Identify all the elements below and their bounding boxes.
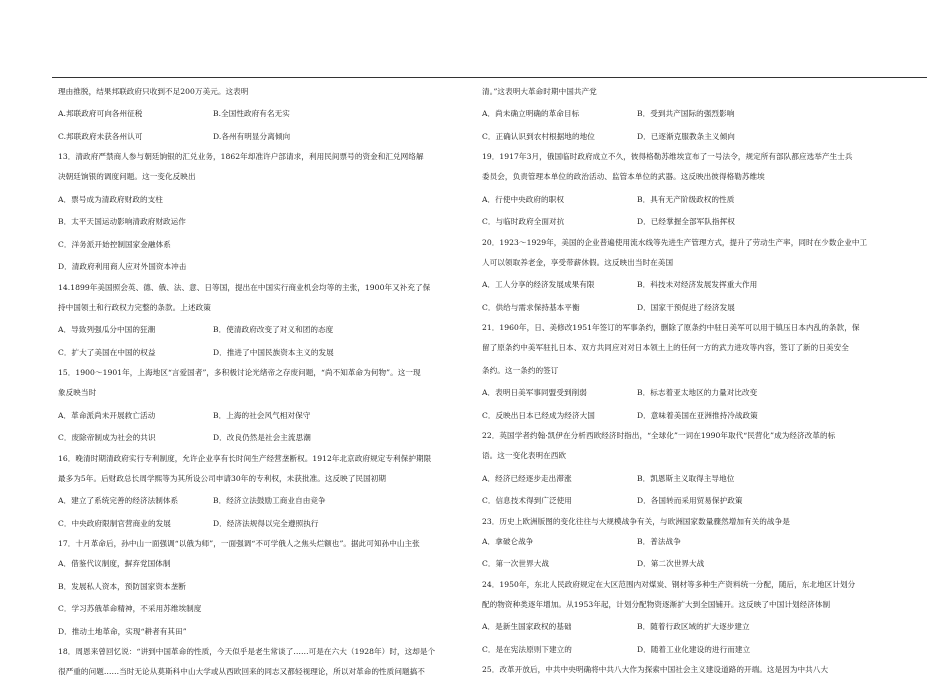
option-row bbox=[58, 125, 476, 148]
option-row bbox=[482, 125, 900, 148]
text-line: 留了原条约中美军驻扎日本、双方共同应对对日本领土上的任何一方的武力进攻等内容，签订了新的日美安全 bbox=[482, 337, 900, 360]
option-text: D．各国转而采用贸易保护政策 bbox=[637, 495, 743, 506]
option-text: A．行使中央政府的职权 bbox=[482, 194, 637, 205]
option-text: B．经济立法鼓励工商业自由竞争 bbox=[213, 495, 326, 506]
option-text: B.全国性政府有名无实 bbox=[213, 108, 290, 119]
option-text: A．工人分享的经济发展成果有限 bbox=[482, 279, 637, 290]
header-rule bbox=[52, 77, 927, 78]
option-text: A．经济已经逐步走出滞涨 bbox=[482, 473, 637, 484]
option-row bbox=[482, 382, 900, 405]
text-line: A．票号成为清政府财政的支柱 bbox=[58, 188, 476, 211]
text-line: 象反映当时 bbox=[58, 382, 476, 405]
option-text: A．是新生国家政权的基础 bbox=[482, 621, 637, 632]
option-text: B．普法战争 bbox=[637, 536, 681, 547]
text-line: 条约。这一条约的签订 bbox=[482, 359, 900, 382]
text-line: D．推动土地革命，实现“耕者有其田” bbox=[58, 620, 476, 643]
question-stem: 21．1960年，日、美修改1951年签订的军事条约，删除了原条约中驻日美军可以用于镇压日本内乱的条款，保 bbox=[482, 319, 900, 337]
option-row bbox=[482, 467, 900, 490]
option-text: D.各州有明显分离倾向 bbox=[213, 131, 290, 142]
option-text: C．扩大了美国在中国的权益 bbox=[58, 347, 213, 358]
option-row bbox=[482, 296, 900, 319]
option-row bbox=[482, 530, 900, 553]
question-stem: 17．十月革命后，孙中山一面强调“以俄为师”，一面强调“不可学俄人之焦头烂额也”。据此可知孙中山主张 bbox=[58, 535, 476, 553]
option-row bbox=[58, 512, 476, 535]
text-line: B．太平天国运动影响清政府财政运作 bbox=[58, 211, 476, 234]
question-stem: 16．晚清时期清政府实行专利制度，允许企业享有长时间生产经营垄断权。1912年北京政府规定专利保护期限 bbox=[58, 449, 476, 467]
option-row bbox=[482, 616, 900, 639]
option-text: A.邦联政府可向各州征税 bbox=[58, 108, 213, 119]
text-line: 理由推脱，结果邦联政府只收到不足200万美元。这表明 bbox=[58, 80, 476, 103]
option-text: D．随着工业化建设的进行而建立 bbox=[637, 644, 750, 655]
option-text: A．革命派尚未开展救亡活动 bbox=[58, 410, 213, 421]
text-line: 委员会，负责管理本单位的政治活动、监管本单位的武器。这反映出彼得格勒苏维埃 bbox=[482, 166, 900, 189]
option-text: A．建立了系统完善的经济法制体系 bbox=[58, 495, 213, 506]
option-text: B．凯恩斯主义取得主导地位 bbox=[637, 473, 734, 484]
right-column bbox=[482, 80, 900, 679]
text-line: 持中国领土和行政权力完整的条款。上述政策 bbox=[58, 296, 476, 319]
option-text: D．已逐渐克服教条主义倾向 bbox=[637, 131, 735, 142]
option-text: D．第二次世界大战 bbox=[637, 558, 704, 569]
text-line: 配的物资种类逐年增加。从1953年起，计划分配物资逐渐扩大到全国铺开。这反映了中国计划经济体制 bbox=[482, 593, 900, 616]
option-row bbox=[482, 404, 900, 427]
option-row bbox=[58, 319, 476, 342]
option-text: B．随着行政区域的扩大逐步建立 bbox=[637, 621, 750, 632]
option-text: D．国家干预促进了经济发展 bbox=[637, 302, 735, 313]
option-row bbox=[482, 211, 900, 234]
option-row bbox=[482, 103, 900, 126]
option-row bbox=[58, 427, 476, 450]
option-row bbox=[482, 490, 900, 513]
option-text: C．反映出日本已经成为经济大国 bbox=[482, 410, 637, 421]
option-text: B．具有无产阶级政权的性质 bbox=[637, 194, 734, 205]
question-stem: 20．1923～1929年，美国的企业普遍使用流水线等先进生产管理方式，提升了劳动生产率，同时在少数企业中工 bbox=[482, 233, 900, 251]
text-line: C．洋务派开始控制国家金融体系 bbox=[58, 233, 476, 256]
option-text: B．上海的社会风气相对保守 bbox=[213, 410, 310, 421]
question-stem: 23．历史上欧洲版图的变化往往与大规模战争有关，与欧洲国家数量骤然增加有关的战争是 bbox=[482, 512, 900, 530]
option-row bbox=[58, 404, 476, 427]
option-text: A．表明日美军事同盟受到削弱 bbox=[482, 387, 637, 398]
text-line: 很严重的问题……当时无论从莫斯科中山大学或从西欧回来的同志又都轻视理论，所以对革命的性质问题搞不 bbox=[58, 661, 476, 683]
text-line: 决朝廷饷银的调度问题。这一变化反映出 bbox=[58, 166, 476, 189]
option-text: B．科技未对经济发展发挥重大作用 bbox=[637, 279, 757, 290]
option-row bbox=[482, 638, 900, 661]
question-stem: 15．1900～1901年，上海地区“言爱国者”，多积极讨论光绪帝之存废问题，“尚不知革命为何物”。这一现 bbox=[58, 364, 476, 382]
question-stem: 24．1950年，东北人民政府规定在大区范围内对煤炭、钢材等多种生产资料统一分配，随后，东北地区计划分 bbox=[482, 575, 900, 593]
option-row bbox=[58, 103, 476, 126]
question-stem: 18．周恩来曾回忆说：“讲到中国革命的性质，今天似乎是老生常谈了……可是在六大（1928年）时，这却是个 bbox=[58, 643, 476, 661]
option-text: D．已经掌握全部军队指挥权 bbox=[637, 216, 735, 227]
text-line: 人可以领取养老金，享受带薪休假。这反映出当时在美国 bbox=[482, 251, 900, 274]
text-line: D．清政府利用商人应对外国资本冲击 bbox=[58, 256, 476, 279]
text-line: 语。这一变化表明在西欧 bbox=[482, 445, 900, 468]
option-text: C.邦联政府未获各州认可 bbox=[58, 131, 213, 142]
text-line: 清。”这表明大革命时期中国共产党 bbox=[482, 80, 900, 103]
option-text: D．意味着美国在亚洲推持冷战政策 bbox=[637, 410, 758, 421]
text-line: B．发展私人资本，预防国家资本垄断 bbox=[58, 575, 476, 598]
option-text: C．供给与需求保持基本平衡 bbox=[482, 302, 637, 313]
text-line: C．学习苏俄革命精神，不采用苏维埃制度 bbox=[58, 598, 476, 621]
option-text: C．信息技术得到广泛使用 bbox=[482, 495, 637, 506]
option-text: A．尚未确立明确的革命目标 bbox=[482, 108, 637, 119]
left-column bbox=[58, 80, 476, 683]
option-text: C．废除帝制成为社会的共识 bbox=[58, 432, 213, 443]
option-row bbox=[482, 188, 900, 211]
option-text: A．导致列强瓜分中国的狂潮 bbox=[58, 324, 213, 335]
option-text: B．受到共产国际的强烈影响 bbox=[637, 108, 734, 119]
option-row bbox=[482, 274, 900, 297]
option-text: A．拿破仑战争 bbox=[482, 536, 637, 547]
question-stem: 14.1899年美国照会英、德、俄、法、意、日等国，提出在中国实行商业机会均等的主张，1900年又补充了保 bbox=[58, 278, 476, 296]
option-text: C．第一次世界大战 bbox=[482, 558, 637, 569]
question-stem: 13．清政府严禁商人参与朝廷饷银的汇兑业务，1862年却准许户部请求，利用民间票号的资金和汇兑网络解 bbox=[58, 148, 476, 166]
question-stem: 22．英国学者约翰·凯伊在分析西欧经济时指出，“全球化”一词在1990年取代“民营化”成为经济改革的标 bbox=[482, 427, 900, 445]
option-text: B．标志着亚太地区的力量对比改变 bbox=[637, 387, 757, 398]
option-row bbox=[482, 553, 900, 576]
option-text: D．推进了中国民族资本主义的发展 bbox=[213, 347, 334, 358]
option-text: B．使清政府改变了对义和团的态度 bbox=[213, 324, 333, 335]
option-text: C．正确认识到农村根据地的地位 bbox=[482, 131, 637, 142]
option-row bbox=[58, 490, 476, 513]
text-line: A．借鉴代议制度，摒弃党国体制 bbox=[58, 553, 476, 576]
option-text: D．经济法规得以完全遵照执行 bbox=[213, 518, 319, 529]
text-line: 最多为5年。后财政总长周学熙等为其所设公司申请30年的专利权，未获批准。这反映了民国初期 bbox=[58, 467, 476, 490]
option-text: C．与临时政府全面对抗 bbox=[482, 216, 637, 227]
question-stem: 25．改革开放后，中共中央明确将中共八大作为探索中国社会主义建设道路的开端。这是因为中共八大 bbox=[482, 661, 900, 679]
option-text: C．中央政府限制官营商业的发展 bbox=[58, 518, 213, 529]
option-text: D．改良仍然是社会主流思潮 bbox=[213, 432, 311, 443]
option-text: C．是在宪法原则下建立的 bbox=[482, 644, 637, 655]
option-row bbox=[58, 341, 476, 364]
question-stem: 19．1917年3月，俄国临时政府成立不久，彼得格勒苏维埃宣布了一号法令，规定所有部队都应选举产生士兵 bbox=[482, 148, 900, 166]
